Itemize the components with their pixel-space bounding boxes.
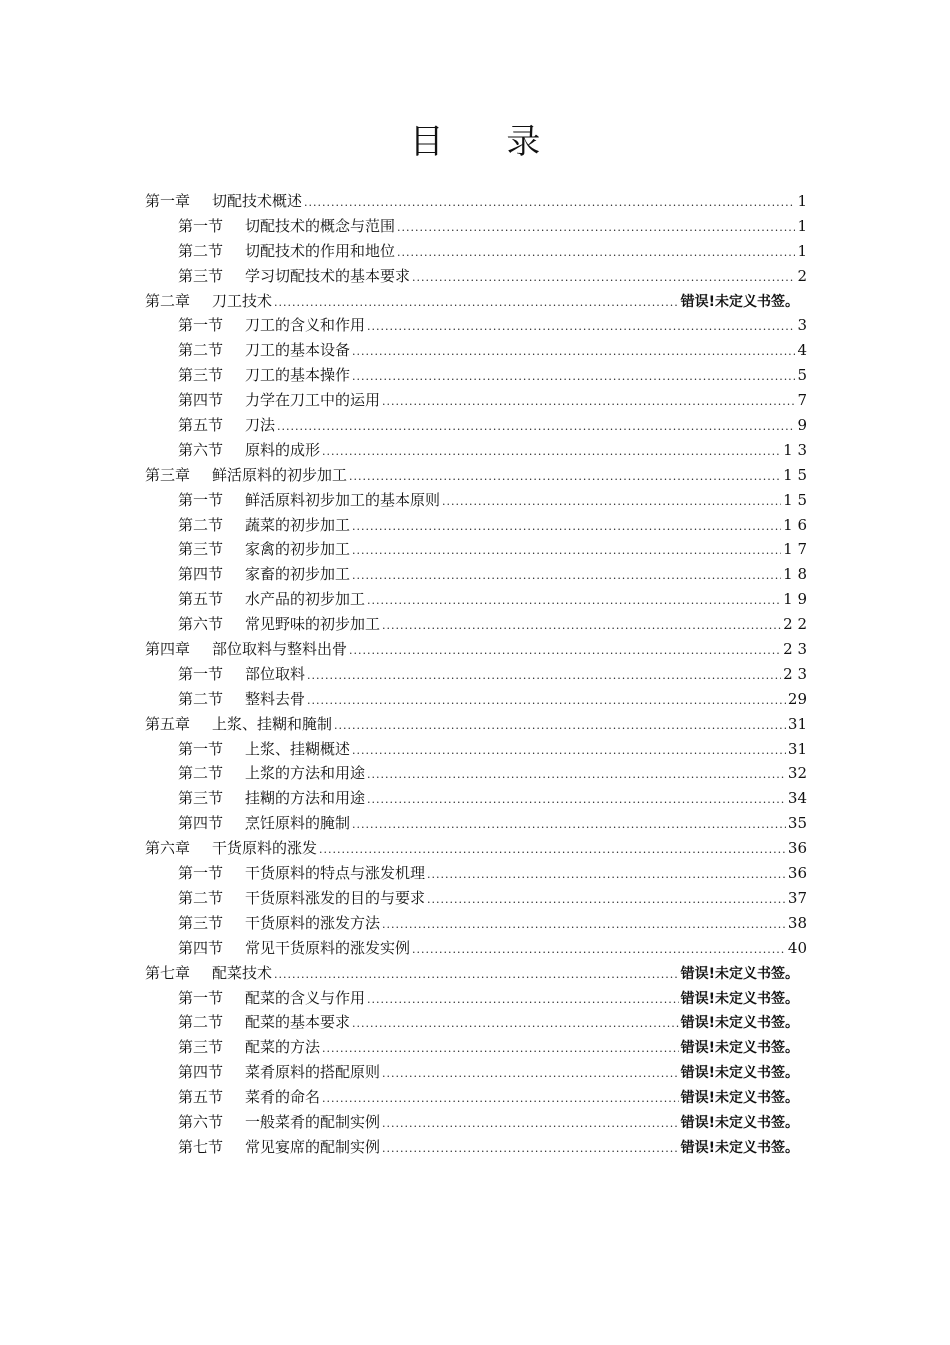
toc-section-entry[interactable]: [145, 613, 807, 638]
toc-entry-number: 第二节: [178, 764, 224, 783]
dot-leader: [334, 719, 786, 732]
toc-entry-number: 第二节: [178, 341, 224, 360]
toc-section-entry[interactable]: [145, 1011, 807, 1036]
dot-leader: [442, 495, 781, 508]
page-number: 1 3: [783, 440, 807, 459]
toc-entry-label: 干货原料涨发的目的与要求: [245, 888, 426, 907]
toc-section-entry[interactable]: [145, 240, 807, 265]
page-number: 1 5: [783, 490, 807, 509]
page-number: 2: [797, 266, 807, 285]
toc-entry-label: 部位取料与整料出骨: [212, 640, 348, 659]
page-number: 35: [787, 814, 807, 833]
toc-section-entry[interactable]: [145, 389, 807, 414]
page-number: 37: [787, 888, 807, 907]
dot-leader: [319, 843, 786, 856]
toc-chapter-entry[interactable]: [145, 638, 807, 663]
toc-section-entry[interactable]: [145, 1111, 807, 1136]
dot-leader: [352, 1017, 679, 1030]
dot-leader: [322, 445, 781, 458]
toc-entry-number: 第二节: [178, 241, 224, 260]
toc-entry-number: 第一节: [178, 316, 224, 335]
page-number: 5: [797, 366, 807, 385]
toc-entry-label: 鲜活原料初步加工的基本原则: [245, 490, 441, 509]
page-number: 1 8: [783, 565, 807, 584]
page-number: 1 5: [783, 465, 807, 484]
dot-leader: [382, 918, 786, 931]
dot-leader: [352, 744, 786, 757]
dot-leader: [382, 395, 795, 408]
toc-entry-label: 家畜的初步加工: [245, 565, 351, 584]
toc-chapter-entry[interactable]: [145, 837, 807, 862]
toc-entry-number: 第五节: [178, 590, 224, 609]
toc-entry-number: 第六章: [145, 839, 191, 858]
toc-entry-label: 鲜活原料的初步加工: [212, 465, 348, 484]
toc-entry-number: 第五节: [178, 1088, 224, 1107]
toc-entry-number: 第一节: [178, 490, 224, 509]
toc-entry-number: 第三节: [178, 366, 224, 385]
page-number: 1: [797, 192, 807, 210]
toc-entry-label: 干货原料的涨发: [212, 839, 318, 858]
page-number: 4: [797, 341, 807, 360]
bookmark-error-text: 错误!未定义书签。: [680, 293, 799, 310]
toc-entry-number: 第三节: [178, 789, 224, 808]
dot-leader: [274, 296, 679, 309]
toc-chapter-entry[interactable]: [145, 713, 807, 738]
table-of-contents: [145, 190, 807, 1161]
toc-entry-label: 刀工技术: [212, 291, 273, 310]
toc-entry-label: 配菜的含义与作用: [245, 988, 366, 1007]
toc-section-entry[interactable]: [145, 314, 807, 339]
toc-entry-label: 学习切配技术的基本要求: [245, 266, 411, 285]
toc-entry-number: 第四节: [178, 1063, 224, 1082]
toc-entry-label: 刀工的含义和作用: [245, 316, 366, 335]
dot-leader: [412, 271, 795, 284]
page-number: 2 2: [783, 615, 807, 634]
toc-section-entry[interactable]: [145, 787, 807, 812]
toc-section-entry[interactable]: [145, 987, 807, 1012]
page-number: 31: [787, 739, 807, 758]
page-number: 36: [787, 864, 807, 883]
toc-entry-label: 菜肴原料的搭配原则: [245, 1063, 381, 1082]
dot-leader: [427, 868, 786, 881]
toc-entry-label: 蔬菜的初步加工: [245, 515, 351, 534]
toc-entry-label: 刀工的基本操作: [245, 366, 351, 385]
toc-entry-number: 第二节: [178, 689, 224, 708]
page-number: 2 3: [783, 664, 807, 683]
toc-entry-number: 第一节: [178, 216, 224, 235]
toc-entry-label: 家禽的初步加工: [245, 540, 351, 559]
page-number: 31: [787, 714, 807, 733]
dot-leader: [367, 594, 781, 607]
dot-leader: [352, 818, 786, 831]
toc-section-entry[interactable]: [145, 862, 807, 887]
toc-entry-number: 第六节: [178, 615, 224, 634]
toc-entry-number: 第一节: [178, 739, 224, 758]
page-number: 29: [787, 689, 807, 708]
page-number: 9: [797, 416, 807, 435]
toc-entry-label: 切配技术概述: [212, 192, 303, 210]
toc-entry-number: 第二章: [145, 291, 191, 310]
toc-entry-number: 第六节: [178, 440, 224, 459]
dot-leader: [349, 470, 781, 483]
toc-entry-number: 第二节: [178, 515, 224, 534]
page-number: 7: [797, 391, 807, 410]
toc-entry-label: 一般菜肴的配制实例: [245, 1112, 381, 1131]
toc-section-entry[interactable]: [145, 1061, 807, 1086]
dot-leader: [382, 1067, 679, 1080]
toc-entry-number: 第四节: [178, 565, 224, 584]
toc-section-entry[interactable]: [145, 538, 807, 563]
page-title: 目 录: [409, 122, 567, 162]
toc-entry-label: 常见宴席的配制实例: [245, 1137, 381, 1156]
dot-leader: [307, 694, 786, 707]
page-number: 40: [787, 938, 807, 957]
toc-section-entry[interactable]: [145, 887, 807, 912]
dot-leader: [352, 345, 795, 358]
toc-entry-number: 第五节: [178, 416, 224, 435]
toc-entry-label: 烹饪原料的腌制: [245, 814, 351, 833]
dot-leader: [352, 370, 795, 383]
toc-section-entry[interactable]: [145, 1036, 807, 1061]
dot-leader: [349, 644, 781, 657]
toc-entry-label: 部位取料: [245, 664, 306, 683]
dot-leader: [367, 768, 786, 781]
toc-entry-number: 第四节: [178, 391, 224, 410]
bookmark-error-text: 错误!未定义书签。: [680, 990, 799, 1007]
toc-entry-label: 常见野味的初步加工: [245, 615, 381, 634]
toc-section-entry[interactable]: [145, 937, 807, 962]
toc-section-entry[interactable]: [145, 339, 807, 364]
bookmark-error-text: 错误!未定义书签。: [680, 1065, 799, 1082]
page-number: 1 6: [783, 515, 807, 534]
toc-section-entry[interactable]: [145, 588, 807, 613]
toc-entry-label: 上浆、挂糊概述: [245, 739, 351, 758]
dot-leader: [307, 669, 781, 682]
toc-section-entry[interactable]: [145, 265, 807, 290]
page-number: 34: [787, 789, 807, 808]
toc-entry-number: 第六节: [178, 1112, 224, 1131]
bookmark-error-text: 错误!未定义书签。: [680, 1015, 799, 1032]
toc-entry-label: 配菜的基本要求: [245, 1013, 351, 1032]
toc-entry-number: 第五章: [145, 714, 191, 733]
toc-entry-number: 第四节: [178, 814, 224, 833]
toc-entry-label: 常见干货原料的涨发实例: [245, 938, 411, 957]
toc-section-entry[interactable]: [145, 1086, 807, 1111]
toc-chapter-entry[interactable]: [145, 962, 807, 987]
toc-entry-label: 整料去骨: [245, 689, 306, 708]
toc-section-entry[interactable]: [145, 762, 807, 787]
dot-leader: [322, 1092, 679, 1105]
toc-entry-label: 刀法: [245, 416, 276, 435]
toc-entry-label: 菜肴的命名: [245, 1088, 321, 1107]
toc-section-entry[interactable]: [145, 364, 807, 389]
page-number: 1 7: [783, 540, 807, 559]
dot-leader: [304, 196, 795, 209]
toc-entry-number: 第一节: [178, 664, 224, 683]
toc-section-entry[interactable]: [145, 514, 807, 539]
toc-section-entry[interactable]: [145, 738, 807, 763]
page-number: 32: [787, 764, 807, 783]
dot-leader: [367, 993, 679, 1006]
page-number: 2 3: [783, 640, 807, 659]
toc-entry-label: 刀工的基本设备: [245, 341, 351, 360]
toc-section-entry[interactable]: [145, 663, 807, 688]
toc-section-entry[interactable]: [145, 812, 807, 837]
toc-section-entry[interactable]: [145, 215, 807, 240]
dot-leader: [367, 793, 786, 806]
dot-leader: [367, 320, 795, 333]
dot-leader: [397, 246, 795, 259]
toc-section-entry[interactable]: [145, 1136, 807, 1161]
toc-entry-number: 第二节: [178, 888, 224, 907]
toc-section-entry[interactable]: [145, 563, 807, 588]
dot-leader: [412, 943, 786, 956]
toc-entry-number: 第七节: [178, 1137, 224, 1156]
toc-entry-number: 第三节: [178, 1038, 224, 1057]
toc-entry-number: 第三节: [178, 540, 224, 559]
toc-entry-label: 干货原料的特点与涨发机理: [245, 864, 426, 883]
toc-chapter-entry[interactable]: [145, 190, 807, 215]
toc-entry-label: 力学在刀工中的运用: [245, 391, 381, 410]
page-number: 3: [797, 316, 807, 335]
toc-chapter-entry[interactable]: [145, 464, 807, 489]
toc-entry-label: 挂糊的方法和用途: [245, 789, 366, 808]
toc-section-entry[interactable]: [145, 439, 807, 464]
toc-entry-number: 第三节: [178, 266, 224, 285]
toc-entry-label: 配菜的方法: [245, 1038, 321, 1057]
dot-leader: [352, 569, 781, 582]
toc-chapter-entry[interactable]: [145, 290, 807, 315]
toc-entry-number: 第一节: [178, 864, 224, 883]
toc-entry-number: 第三节: [178, 913, 224, 932]
dot-leader: [427, 893, 786, 906]
toc-entry-label: 水产品的初步加工: [245, 590, 366, 609]
bookmark-error-text: 错误!未定义书签。: [680, 1040, 799, 1057]
dot-leader: [352, 544, 781, 557]
page-number: 1 9: [783, 590, 807, 609]
page-number: 38: [787, 913, 807, 932]
toc-entry-label: 原料的成形: [245, 440, 321, 459]
toc-entry-number: 第一章: [145, 192, 191, 210]
page-number: 1: [797, 216, 807, 235]
page-number: 1: [797, 241, 807, 260]
dot-leader: [277, 420, 795, 433]
toc-entry-number: 第四节: [178, 938, 224, 957]
toc-section-entry[interactable]: [145, 414, 807, 439]
dot-leader: [397, 221, 795, 234]
toc-entry-label: 上浆的方法和用途: [245, 764, 366, 783]
dot-leader: [322, 1042, 679, 1055]
toc-entry-label: 上浆、挂糊和腌制: [212, 714, 333, 733]
dot-leader: [352, 520, 781, 533]
toc-entry-number: 第三章: [145, 465, 191, 484]
bookmark-error-text: 错误!未定义书签。: [680, 1139, 799, 1156]
bookmark-error-text: 错误!未定义书签。: [680, 1090, 799, 1107]
page-number: 36: [787, 839, 807, 858]
toc-entry-number: 第四章: [145, 640, 191, 659]
dot-leader: [382, 1142, 679, 1155]
dot-leader: [382, 1117, 679, 1130]
toc-entry-label: 配菜技术: [212, 963, 273, 982]
toc-entry-number: 第二节: [178, 1013, 224, 1032]
toc-entry-label: 干货原料的涨发方法: [245, 913, 381, 932]
toc-entry-label: 切配技术的概念与范围: [245, 216, 396, 235]
toc-entry-label: 切配技术的作用和地位: [245, 241, 396, 260]
toc-entry-number: 第七章: [145, 963, 191, 982]
toc-section-entry[interactable]: [145, 688, 807, 713]
toc-entry-number: 第一节: [178, 988, 224, 1007]
dot-leader: [274, 968, 679, 981]
dot-leader: [382, 619, 781, 632]
bookmark-error-text: 错误!未定义书签。: [680, 1114, 799, 1131]
toc-section-entry[interactable]: [145, 912, 807, 937]
bookmark-error-text: 错误!未定义书签。: [680, 965, 799, 982]
toc-section-entry[interactable]: [145, 489, 807, 514]
